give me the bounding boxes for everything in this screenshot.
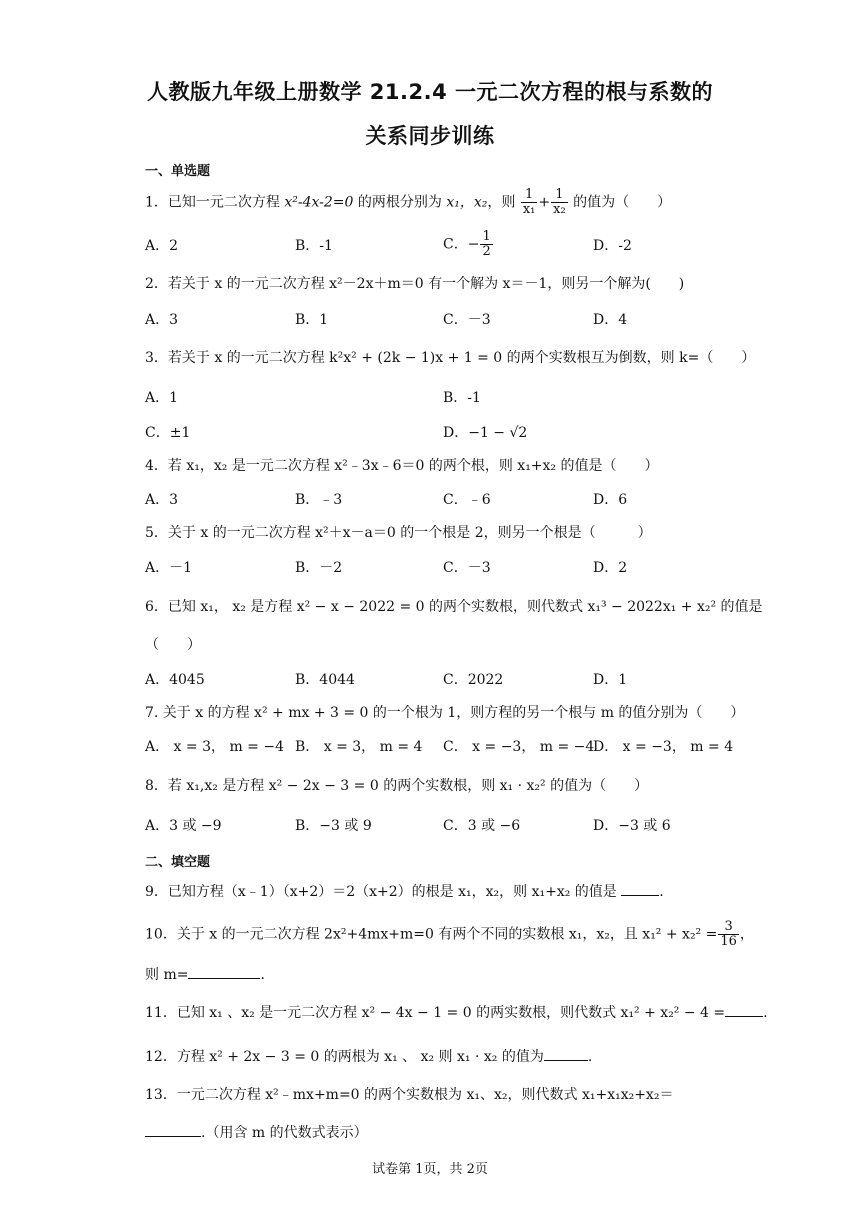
- q3-option-a: A．1: [145, 390, 179, 406]
- q8-option-c: C．3 或 −6: [443, 818, 521, 834]
- q9-answer-blank[interactable]: [621, 881, 659, 896]
- q1-number: 1．: [145, 194, 168, 211]
- question-3: 3．若关于 x 的一元二次方程 k²x² + (2k − 1)x + 1 = 0 的两个实数根互为倒数，则 k=（ ）: [145, 350, 756, 366]
- question-11: [145, 1002, 768, 1023]
- question-1: [145, 188, 720, 217]
- q1-option-c: C．− $\frac{1}{2}$: [443, 229, 491, 259]
- q6-option-d: D．1: [593, 672, 628, 688]
- q8-option-a: A．3 或 −9: [145, 818, 222, 834]
- question-6-line2: （ ）: [145, 637, 201, 653]
- q8-option-b: B．−3 或 9: [295, 818, 372, 834]
- question-9: [145, 881, 720, 902]
- question-12: [145, 1046, 720, 1067]
- question-7: 7. 关于 x 的方程 x² + mx + 3 = 0 的一个根为 1，则方程的另一个根与 m 的值分别为（ ）: [145, 705, 745, 721]
- q8-option-d: D．−3 或 6: [593, 818, 671, 834]
- q1-option-c-fraction: $\frac{1}{2}$: [482, 229, 491, 259]
- q1-text-pre: 已知一元二次方程: [167, 194, 285, 211]
- question-8: 8．若 x₁,x₂ 是方程 x² − 2x − 3 = 0 的两个实数根，则 x₁ · x₂² 的值为（ ）: [145, 778, 649, 794]
- question-4: 4．若 x₁，x₂ 是一元二次方程 x²﹣3x﹣6＝0 的两个根，则 x₁+x₂ 的值是（ ）: [145, 458, 659, 474]
- q5-option-c: C．－3: [443, 560, 491, 576]
- q5-option-d: D．2: [593, 560, 628, 576]
- q9-end: .: [659, 884, 664, 900]
- q10-text: 10．关于 x 的一元二次方程 2x²+4mx+m=0 有两个不同的实数根 x₁，x₂，且 x₁² + x₂² =: [145, 926, 718, 943]
- question-13-line1: 13．一元二次方程 x²﹣mx+m=0 的两个实数根为 x₁、x₂，则代数式 x₁+x₁x₂+x₂＝: [145, 1087, 674, 1103]
- q5-option-a: A．－1: [145, 560, 193, 576]
- q2-option-b: B．1: [295, 312, 329, 328]
- section-heading-fill-in: 二、填空题: [145, 855, 211, 870]
- question-10-line2: [145, 964, 720, 985]
- q2-option-d: D．4: [593, 312, 628, 328]
- q12-end: .: [587, 1049, 593, 1065]
- q10-answer-blank[interactable]: [188, 964, 260, 979]
- q7-option-a: A． x = 3， m = −4: [145, 739, 284, 755]
- q7-option-b: B． x = 3， m = 4: [295, 739, 423, 755]
- q1-option-b: B．-1: [295, 238, 333, 254]
- q1-equation: x²-4x-2=0: [284, 194, 354, 211]
- q10-end: .: [260, 967, 265, 983]
- page-title-line2: 关系同步训练: [365, 124, 495, 148]
- q2-option-a: A．3: [145, 312, 179, 328]
- question-6-line1: 6．已知 x₁， x₂ 是方程 x² − x − 2022 = 0 的两个实数根，则代数式 x₁³ − 2022x₁ + x₂² 的值是: [145, 599, 763, 615]
- q1-fraction-1: $\frac{1}{\text{x₁}}$: [522, 187, 536, 217]
- q1-vars: x₁，x₂: [446, 194, 488, 211]
- q1-text-post: 的值为（ ）: [573, 194, 672, 211]
- q10-fraction: $\frac{3}{16}$: [720, 919, 737, 949]
- q6-option-b: B．4044: [295, 672, 355, 688]
- q3-option-c: C．±1: [145, 425, 191, 441]
- q10-line2-text: 则 m=: [145, 967, 189, 983]
- q1-text-then: ，则: [487, 194, 516, 211]
- q1-option-a: A．2: [145, 238, 179, 254]
- q12-text: 12．方程 x² + 2x − 3 = 0 的两根为 x₁ 、 x₂ 则 x₁ · x₂ 的值为: [145, 1049, 544, 1065]
- q11-answer-blank[interactable]: [725, 1002, 763, 1017]
- q2-option-c: C．－3: [443, 312, 491, 328]
- question-5: 5．关于 x 的一元二次方程 x²＋x－a＝0 的一个根是 2，则另一个根是（ ）: [145, 525, 652, 541]
- q4-option-a: A．3: [145, 492, 179, 508]
- q3-option-b: B．-1: [443, 390, 481, 406]
- question-10: [145, 919, 754, 949]
- question-13-line2: [145, 1122, 720, 1143]
- q6-option-c: C．2022: [443, 672, 504, 688]
- q4-option-c: C．﹣6: [443, 492, 491, 508]
- q13-answer-blank[interactable]: [145, 1122, 201, 1137]
- page-footer: 试卷第 1页，共 2页: [372, 1162, 488, 1177]
- q7-option-d: D． x = −3， m = 4: [593, 739, 734, 755]
- q11-end: .: [763, 1005, 768, 1021]
- q12-answer-blank[interactable]: [544, 1046, 588, 1061]
- q9-text: 9．已知方程（x﹣1）（x+2）＝2（x+2）的根是 x₁，x₂，则 x₁+x₂ 的值是: [145, 884, 617, 900]
- q5-option-b: B．－2: [295, 560, 343, 576]
- q1-text-mid: 的两根分别为: [353, 194, 447, 211]
- q3-option-d: D．−1 − √2: [443, 425, 528, 441]
- q10-comma: ，: [739, 926, 754, 943]
- q7-option-c: C． x = −3， m = −4: [443, 739, 595, 755]
- q13-line2-text: .（用含 m 的代数式表示）: [201, 1125, 368, 1141]
- question-2: 2．若关于 x 的一元二次方程 x²－2x＋m＝0 有一个解为 x＝－1，则另一个解为( ): [145, 276, 685, 292]
- q4-option-b: B．﹣3: [295, 492, 343, 508]
- page-title-line1: 人教版九年级上册数学 21.2.4 一元二次方程的根与系数的: [146, 80, 714, 104]
- q4-option-d: D．6: [593, 492, 628, 508]
- q1-fraction-2: $\frac{1}{\text{x₂}}$: [553, 187, 566, 217]
- q11-text: 11．已知 x₁ 、x₂ 是一元二次方程 x² − 4x − 1 = 0 的两实数根，则代数式 x₁² + x₂² − 4 =: [145, 1005, 726, 1021]
- q1-plus: +: [538, 194, 551, 211]
- q6-option-a: A．4045: [145, 672, 205, 688]
- q1-option-d: D．-2: [593, 238, 632, 254]
- section-heading-single-choice: 一、单选题: [145, 164, 211, 179]
